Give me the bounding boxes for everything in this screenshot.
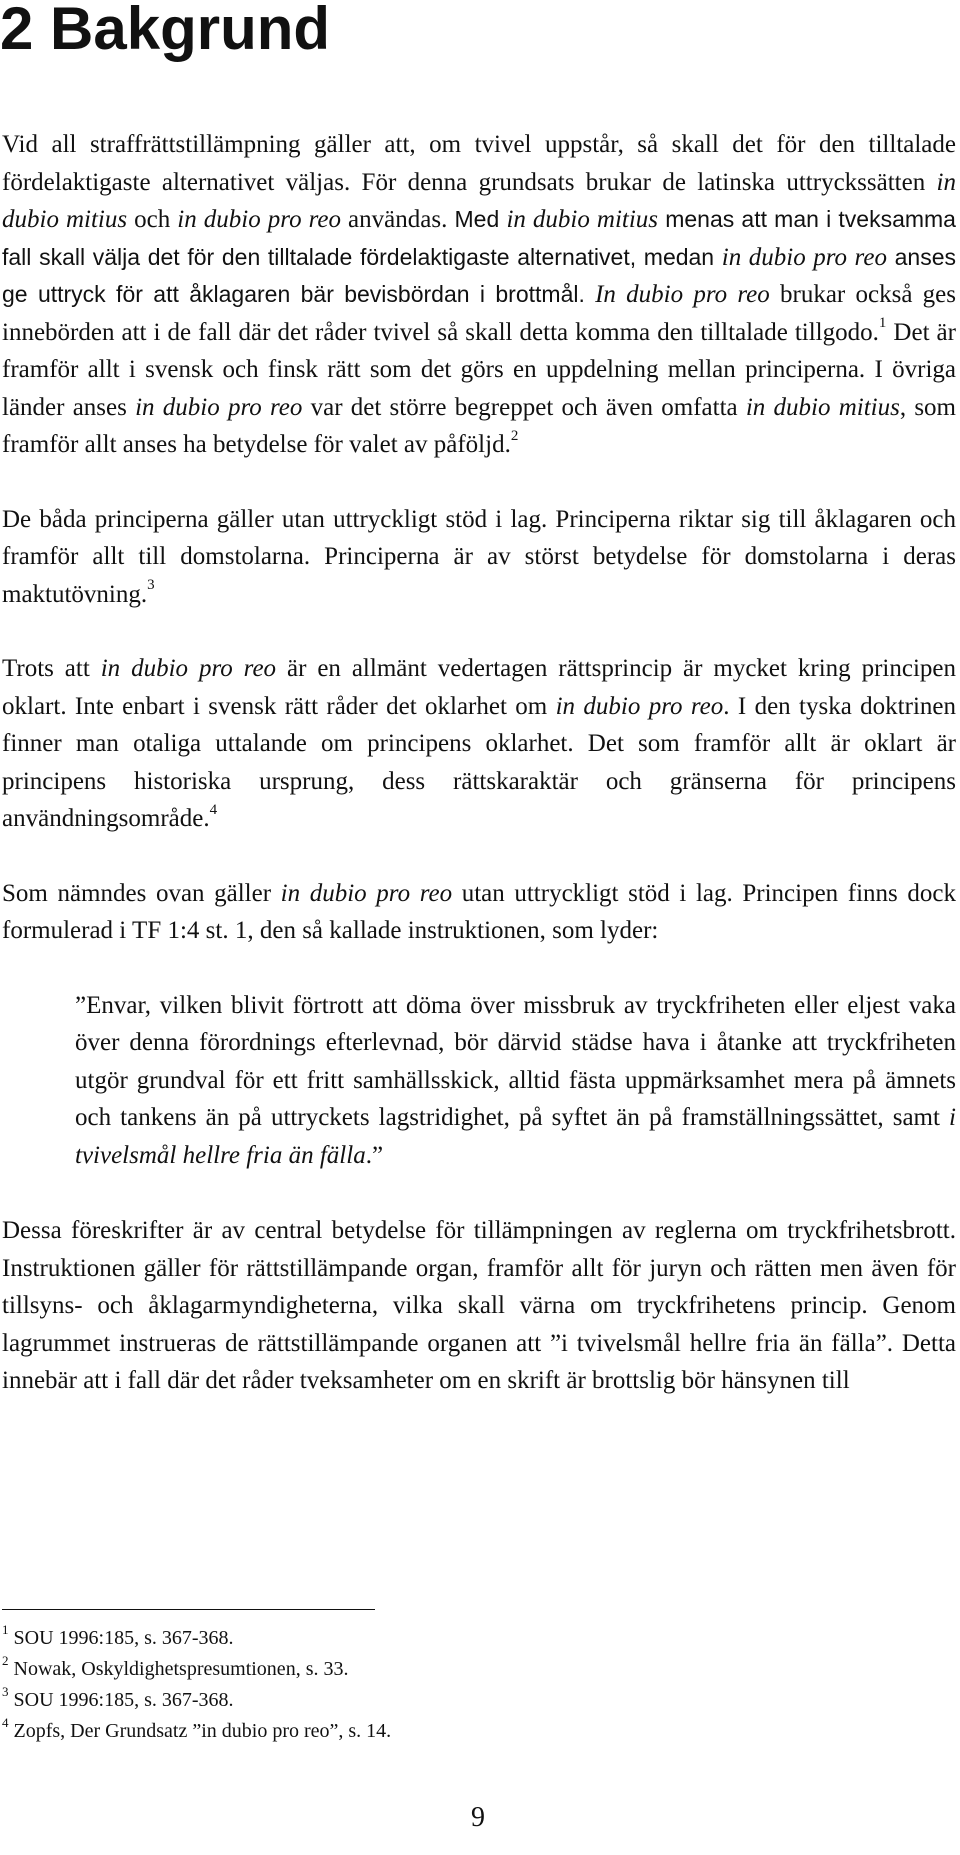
p1-sentence-5-middle: var det större begreppet och även omfatta bbox=[302, 393, 746, 421]
latin-term: in dubio pro reo bbox=[555, 692, 724, 720]
law-quote bbox=[75, 987, 956, 1175]
p1-sentence-3: brukar också ges innebörden att i de fall där det råder tvivel så skall detta komma den tilltalade tillgodo. bbox=[2, 281, 956, 346]
footnotes bbox=[2, 1623, 702, 1747]
footnote-text: SOU 1996:185, s. 367-368. bbox=[8, 1689, 234, 1711]
paragraph-2 bbox=[2, 501, 956, 614]
p4-text-a: Som nämndes ovan gäller bbox=[2, 879, 281, 907]
latin-term: in dubio mitius bbox=[2, 168, 956, 233]
p1-sentence-4: Det är framför allt i svensk och finsk rätt som det görs en uppdelning mellan principerna. bbox=[2, 318, 956, 383]
footnote-text: Zopfs, Der Grundsatz ”in dubio pro reo”, s. 14. bbox=[8, 1720, 392, 1742]
p1-sentence-2-end: anses ge uttryck för att åklagaren bär bevisbördan i brottmål. bbox=[2, 243, 956, 307]
p1-sentence-5-start: I övriga länder anses bbox=[2, 356, 956, 421]
footnote-ref-4[interactable]: 4 bbox=[209, 801, 218, 818]
p1-sentence-2-middle: menas att man i tveksamma fall skall välja det för den tilltalade fördelaktigaste alternativet, medan bbox=[2, 206, 956, 270]
footnote-separator bbox=[2, 1609, 375, 1610]
paragraph-1 bbox=[2, 126, 956, 464]
p4-text-b: utan uttryckligt stöd i lag. Principen finns dock formulerad i TF 1:4 st. 1, den så kallade instruktionen, som lyder: bbox=[2, 879, 956, 944]
p1-sentence-5-end: , som framför allt anses ha betydelse för valet av påföljd. bbox=[2, 393, 957, 458]
latin-term: in dubio mitius bbox=[745, 393, 900, 421]
section-heading: 2 Bakgrund bbox=[0, 0, 331, 62]
footnote-text: SOU 1996:185, s. 367-368. bbox=[8, 1627, 234, 1649]
footnote-number: 2 bbox=[2, 1653, 9, 1669]
p2-text: De båda principerna gäller utan uttryckligt stöd i lag. Principerna riktar sig till åklagaren och framför allt till domstolarna. Principerna är av störst betydelse för domstolarna i deras maktutövning. bbox=[2, 505, 956, 608]
latin-term: in dubio pro reo bbox=[135, 393, 303, 421]
quote-text-b: .” bbox=[365, 1141, 384, 1169]
latin-term: in dubio pro reo bbox=[280, 879, 453, 907]
p3-text-b: är en allmänt vedertagen rättsprincip är mycket kring principen oklart. Inte enbart i svensk rätt råder det oklarhet om bbox=[2, 655, 956, 720]
footnote-number: 3 bbox=[2, 1684, 9, 1700]
p1-sentence-1-end: användas. bbox=[341, 206, 448, 233]
quote-text-a: ”Envar, vilken blivit förtrott att döma över missbruk av tryckfriheten eller eljest vaka över denna förordnings efterlevnad, bör därvid städse hava i åtanke att tryckfriheten utgör grundval för ett fritt samhällsskick, alltid fästa uppmärksamhet mera på ämnets och tankens än på uttryckets lagstridighet, på syftet än på framställningssättet, samt bbox=[75, 991, 956, 1131]
footnote-number: 1 bbox=[2, 1622, 9, 1638]
paragraph-3 bbox=[2, 650, 956, 838]
footnote-text: Nowak, Oskyldighetspresumtionen, s. 33. bbox=[8, 1658, 349, 1680]
footnote-2 bbox=[2, 1654, 702, 1685]
footnote-ref-3[interactable]: 3 bbox=[147, 577, 155, 594]
p3-text-c: . I den tyska doktrinen finner man otaliga uttalande om principens oklarhet. Det som framför allt är oklart är principens historiska ursprung, dess rättskaraktär och gränserna för principens användningsområde. bbox=[2, 692, 956, 832]
footnote-3 bbox=[2, 1685, 702, 1716]
p1-conjunction: och bbox=[127, 206, 178, 233]
footnote-ref-1[interactable]: 1 bbox=[878, 315, 887, 332]
page-number: 9 bbox=[471, 1802, 485, 1833]
p1-sentence-1: Vid all straffrättstillämpning gäller att, om tvivel uppstår, så skall det för den tilltalade fördelaktigaste alternativet väljas. För denna grundsats brukar de latinska uttryckssätten bbox=[2, 131, 956, 196]
footnote-1 bbox=[2, 1623, 702, 1654]
latin-term: In dubio pro reo bbox=[595, 281, 770, 308]
p1-sentence-2-start: Med bbox=[447, 206, 507, 232]
paragraph-5 bbox=[2, 1212, 956, 1400]
latin-term: in dubio pro reo bbox=[177, 206, 342, 233]
p3-text-a: Trots att bbox=[2, 655, 101, 682]
quote-emphasis: i tvivelsmål hellre fria än fälla bbox=[75, 1104, 956, 1169]
footnote-4 bbox=[2, 1716, 702, 1747]
p5-text: Dessa föreskrifter är av central betydelse för tillämpningen av reglerna om tryckfrihetsbrott. Instruktionen gäller för rättstillämpande organ, framför allt för juryn och rätten men även för tillsyns- och åklagarmyndigheterna, vilka skall värna om tryckfrihetens princip. Genom lagrummet instrueras de rättstillämpande organen att ”i tvivelsmål hellre fria än fälla”. Detta innebär att i fall där det råder tveksamheter om en skrift är brottslig bör hänsynen till bbox=[2, 1217, 956, 1394]
latin-term: in dubio pro reo bbox=[100, 655, 277, 682]
footnote-ref-2[interactable]: 2 bbox=[510, 427, 519, 444]
body-text bbox=[2, 126, 956, 1437]
footnote-number: 4 bbox=[2, 1715, 9, 1731]
paragraph-4 bbox=[2, 875, 956, 950]
latin-term: in dubio pro reo bbox=[721, 243, 887, 271]
latin-term: in dubio mitius bbox=[506, 206, 659, 233]
